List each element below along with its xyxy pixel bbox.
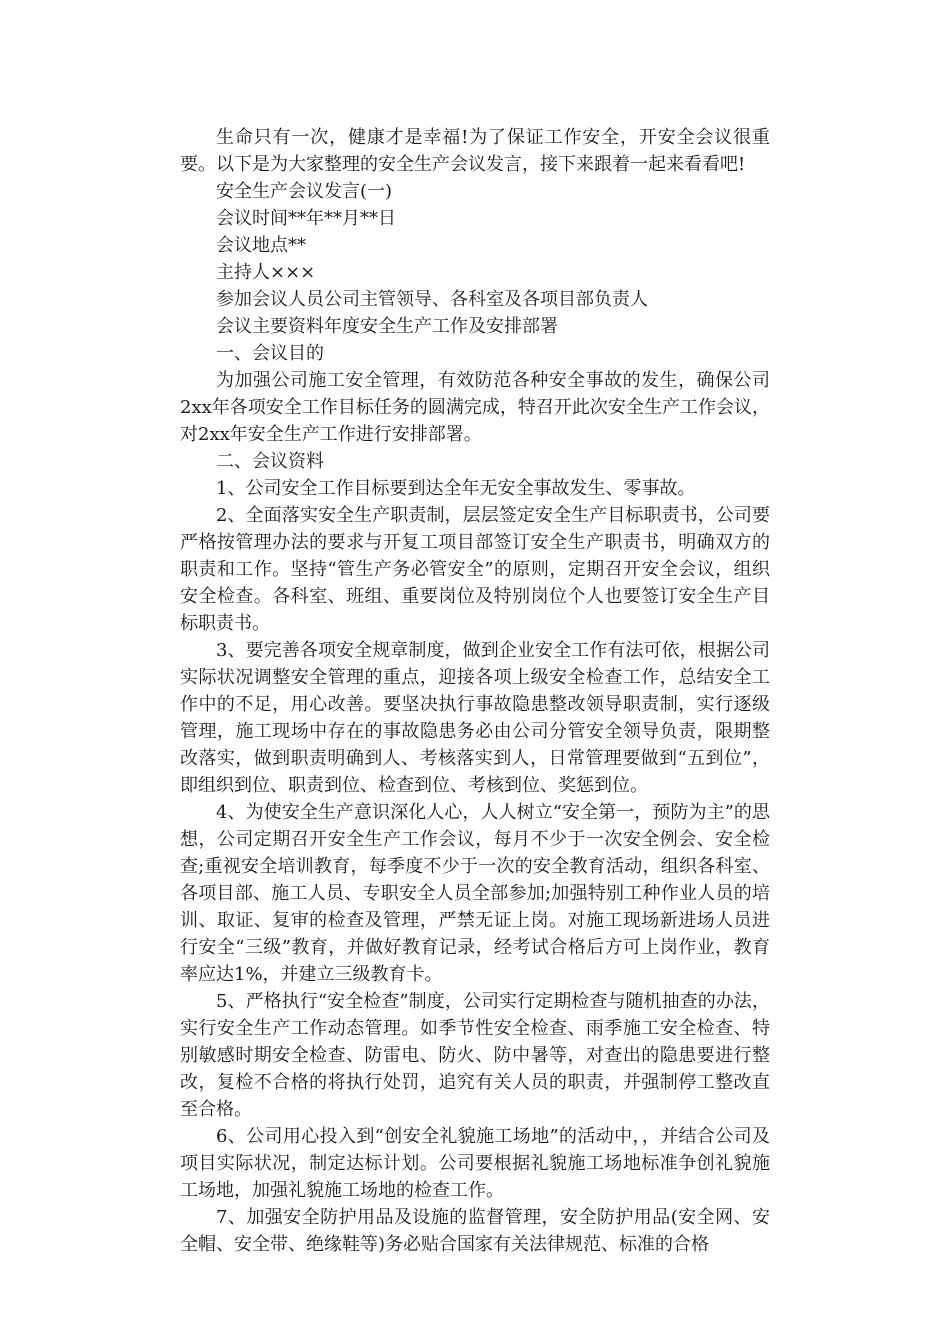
heading-materials: 二、会议资料 [216,451,324,472]
item-2-paragraph: 2、全面落实安全生产职责制，层层签定安全生产目标职责书，公司要严格按管理办法的要求与开复工项目部签订安全生产职责书，明确双方的职责和工作。坚持“管生产务必管安全”的原则，定期召开安全会议，组织安全检查。各科室、班组、重要岗位及特别岗位个人也要签订安全生产目标职责书。 [180,505,770,634]
item-7-paragraph: 7、加强安全防护用品及设施的监督管理，安全防护用品(安全网、安全帽、安全带、绝缘鞋等)务必贴合国家有关法律规范、标准的合格 [180,1207,770,1255]
meeting-host: 主持人××× [216,262,316,283]
item-5-paragraph: 5、严格执行“安全检查”制度，公司实行定期检查与随机抽查的办法，实行安全生产工作动态管理。如季节性安全检查、雨季施工安全检查、特别敏感时期安全检查、防雷电、防火、防中暑等，对查出的隐患要进行整改，复检不合格的将执行处罚，追究有关人员的职责，并强制停工整改直至合格。 [180,991,770,1120]
item-6-paragraph: 6、公司用心投入到“创安全礼貌施工场地”的活动中，，并结合公司及项目实际状况，制定达标计划。公司要根据礼貌施工场地标准争创礼貌施工场地，加强礼貌施工场地的检查工作。 [180,1126,770,1201]
item-3-paragraph: 3、要完善各项安全规章制度，做到企业安全工作有法可依，根据公司实际状况调整安全管理的重点，迎接各项上级安全检查工作，总结安全工作中的不足，用心改善。要坚决执行事故隐患整改领导职责制，实行逐级管理，施工现场中存在的事故隐患务必由公司分管安全领导负责，限期整改落实，做到职责明确到人、考核落实到人，日常管理要做到“五到位”，即组织到位、职责到位、检查到位、考核到位、奖惩到位。 [180,640,770,796]
meeting-location: 会议地点** [216,235,306,256]
purpose-paragraph: 为加强公司施工安全管理，有效防范各种安全事故的发生，确保公司2xx年各项安全工作目标任务的圆满完成，特召开此次安全生产工作会议，对2xx年安全生产工作进行安排部署。 [180,370,770,445]
item-4-paragraph: 4、为使安全生产意识深化人心，人人树立“安全第一，预防为主”的思想，公司定期召开安全生产工作会议，每月不少于一次安全例会、安全检查;重视安全培训教育，每季度不少于一次的安全教育活动，组织各科室、各项目部、施工人员、专职安全人员全部参加;加强特别工种作业人员的培训、取证、复审的检查及管理，严禁无证上岗。对施工现场新进场人员进行安全“三级”教育，并做好教育记录，经考试合格后方可上岗作业，教育率应达1%，并建立三级教育卡。 [180,802,770,985]
meeting-attendees: 参加会议人员公司主管领导、各科室及各项目部负责人 [216,289,648,310]
meeting-topic: 会议主要资料年度安全生产工作及安排部署 [216,316,558,337]
section-title: 安全生产会议发言(一) [216,181,393,202]
meeting-time: 会议时间**年**月**日 [216,208,396,229]
intro-paragraph: 生命只有一次，健康才是幸福!为了保证工作安全，开安全会议很重要。以下是为大家整理的安全生产会议发言，接下来跟着一起来看看吧! [180,127,770,175]
item-1-paragraph: 1、公司安全工作目标要到达全年无安全事故发生、零事故。 [216,478,696,499]
document-body [180,124,770,1258]
heading-purpose: 一、会议目的 [216,343,324,364]
